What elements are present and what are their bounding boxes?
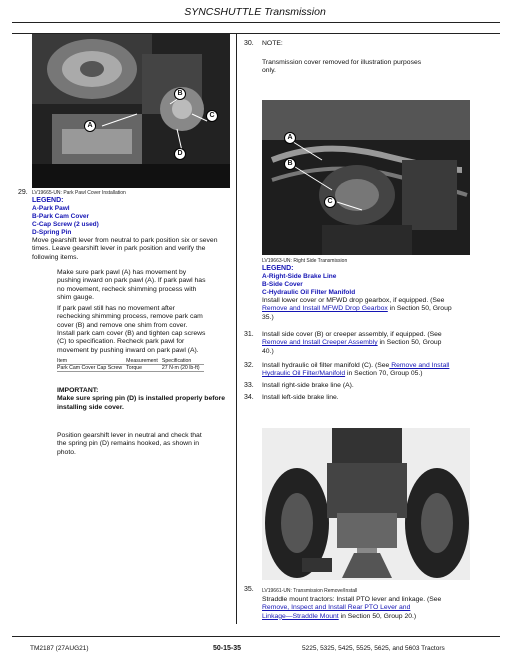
step-30-number: 30.	[244, 40, 254, 47]
text-line: movement by pushing inward on park pawl (A).	[57, 346, 199, 354]
text-line: Install lower cover or MFWD drop gearbox, if equipped. (See	[262, 297, 445, 304]
step-29-intro	[32, 237, 232, 262]
right-side-transmission-photo	[262, 100, 470, 255]
text-line: Install side cover (B) or creeper assembly, if equipped. (See	[262, 331, 442, 338]
text-line: photo.	[57, 448, 76, 456]
important-notice	[57, 387, 235, 412]
step-29-legend	[32, 205, 99, 237]
text-line: shim gauge.	[57, 293, 95, 301]
text-line: times. Leave gearshift lever in park position and verify the	[32, 245, 206, 253]
spec-header-measurement: Measurement	[126, 358, 162, 365]
step-34-number: 34.	[244, 394, 254, 401]
spec-cell-measurement: Torque	[126, 365, 162, 372]
step-35-text	[262, 596, 472, 621]
spec-header-specification: Specification	[162, 358, 204, 365]
callout-c: C	[206, 110, 218, 122]
spec-header-item: Item	[57, 358, 126, 365]
step-32-number: 32.	[244, 362, 254, 369]
text-line: rechecking shimming process, remove park cam	[57, 313, 203, 321]
step-29-caption: LV19665-UN: Park Pawl Cover Installation	[32, 190, 126, 196]
step-29-final	[57, 432, 235, 457]
text-fragment: Install hydraulic oil filter manifold (C). (See	[262, 362, 390, 369]
pto-lever-link-part2[interactable]: Linkage—Straddle Mount	[262, 612, 339, 620]
spec-cell-specification: 27 N·m (20 lb-ft)	[162, 365, 204, 372]
step-31-number: 31.	[244, 331, 254, 338]
text-line: Move gearshift lever from neutral to park position six or seven	[32, 237, 218, 244]
step-30-legend-title: LEGEND:	[262, 265, 294, 272]
text-line: following items.	[32, 253, 79, 261]
legend-item: A-Park Pawl	[32, 205, 70, 212]
footer-models: 5225, 5325, 5425, 5525, 5625, and 5603 Tractors	[302, 645, 445, 652]
text-line: (C) to specification. Recheck park pawl for	[57, 338, 185, 346]
callout-d: D	[174, 148, 186, 160]
legend-item: C-Cap Screw (2 used)	[32, 221, 99, 228]
text-fragment: in Section 50, Group 20.)	[338, 612, 417, 620]
text-line: pushing inward on park pawl (A). If park pawl has	[57, 277, 206, 285]
callout-b: B	[284, 158, 296, 170]
step-29-legend-title: LEGEND:	[32, 197, 64, 204]
spec-table	[57, 358, 204, 372]
right-side-transmission-art	[262, 100, 470, 255]
step-33-text: Install right-side brake line (A).	[262, 382, 354, 389]
important-label: IMPORTANT:	[57, 387, 99, 394]
step-33-number: 33.	[244, 382, 254, 389]
footer-rule	[12, 636, 500, 637]
hydraulic-manifold-link-part1[interactable]: Remove and Install	[389, 362, 450, 369]
step-35-caption: LV19661-UN: Transmission Remove/Install	[262, 588, 358, 594]
text-line	[262, 305, 472, 313]
mfwd-gearbox-link[interactable]: Remove and Install MFWD Drop Gearbox	[262, 305, 388, 313]
text-line: only.	[262, 67, 276, 75]
text-line	[262, 613, 472, 621]
text-fragment: in Section 50, Group	[387, 305, 452, 313]
text-line	[262, 339, 472, 347]
text-line	[262, 362, 472, 370]
text-line: no movement, recheck shimming process with	[57, 285, 197, 293]
pto-lever-link-part1[interactable]: Remove, Inspect and Install Rear PTO Lever and	[262, 604, 411, 612]
callout-a: A	[284, 132, 296, 144]
step-31-text	[262, 331, 472, 356]
text-line: Install park cam cover (B) and tighten cap screws	[57, 330, 206, 337]
park-pawl-photo	[32, 34, 230, 188]
text-line: cover (B) and remove one shim from cover.	[57, 321, 188, 329]
step-29-para2	[57, 305, 235, 330]
header-rule	[12, 22, 500, 23]
legend-item: B-Side Cover	[262, 281, 303, 288]
creeper-assembly-link[interactable]: Remove and Install Creeper Assembly	[262, 339, 378, 347]
step-29-number: 29.	[18, 189, 28, 196]
text-line: 40.)	[262, 347, 274, 355]
text-fragment: in Section 50, Group	[377, 339, 442, 347]
transmission-remove-photo	[262, 428, 470, 580]
column-divider	[236, 34, 237, 624]
callout-b: B	[174, 88, 186, 100]
text-fragment: in Section 70, Group 05.)	[345, 370, 423, 378]
step-30-note	[262, 59, 470, 76]
page-header-title: SYNCSHUTTLE Transmission	[184, 6, 326, 18]
legend-item: B-Park Cam Cover	[32, 213, 90, 220]
step-29-para3	[57, 330, 235, 355]
callout-c: C	[324, 196, 336, 208]
hydraulic-manifold-link-part2[interactable]: Hydraulic Oil Filter/Manifold	[262, 370, 346, 378]
text-line: Transmission cover removed for illustration purposes	[262, 59, 422, 66]
text-line: If park pawl still has no movement after	[57, 305, 175, 312]
legend-item: A-Right-Side Brake Line	[262, 273, 337, 280]
footer-manual-id: TM2187 (27AUG21)	[30, 645, 89, 652]
spec-cell-item: Park Cam Cover Cap Screw	[57, 365, 126, 372]
text-line	[262, 604, 472, 612]
step-32-text	[262, 362, 472, 379]
step-30-legend	[262, 273, 355, 297]
table-row	[57, 365, 204, 372]
step-35-number: 35.	[244, 586, 254, 593]
text-line	[262, 370, 472, 378]
text-line: Straddle mount tractors: Install PTO lever and linkage. (See	[262, 596, 442, 603]
footer-page-number: 50-15-35	[213, 645, 242, 652]
legend-item: D-Spring Pin	[32, 229, 72, 236]
park-pawl-photo-art	[32, 34, 230, 188]
callout-a: A	[84, 120, 96, 132]
step-30-caption: LV19663-UN: Right Side Transmission	[262, 258, 348, 264]
text-line: 35.)	[262, 313, 274, 321]
text-line: Position gearshift lever in neutral and check that	[57, 432, 202, 439]
text-line: the spring pin (D) remains hooked, as shown in	[57, 440, 200, 448]
text-line: installing side cover.	[57, 403, 124, 411]
transmission-remove-art	[262, 428, 470, 580]
legend-item: C-Hydraulic Oil Filter Manifold	[262, 289, 356, 296]
text-line: Make sure park pawl (A) has movement by	[57, 269, 187, 276]
step-34-text: Install left-side brake line.	[262, 394, 339, 401]
step-30-note-label: NOTE:	[262, 40, 283, 47]
step-29-para1	[57, 269, 235, 302]
step-30-text	[262, 297, 472, 322]
text-line: Make sure spring pin (D) is installed properly before	[57, 395, 226, 403]
